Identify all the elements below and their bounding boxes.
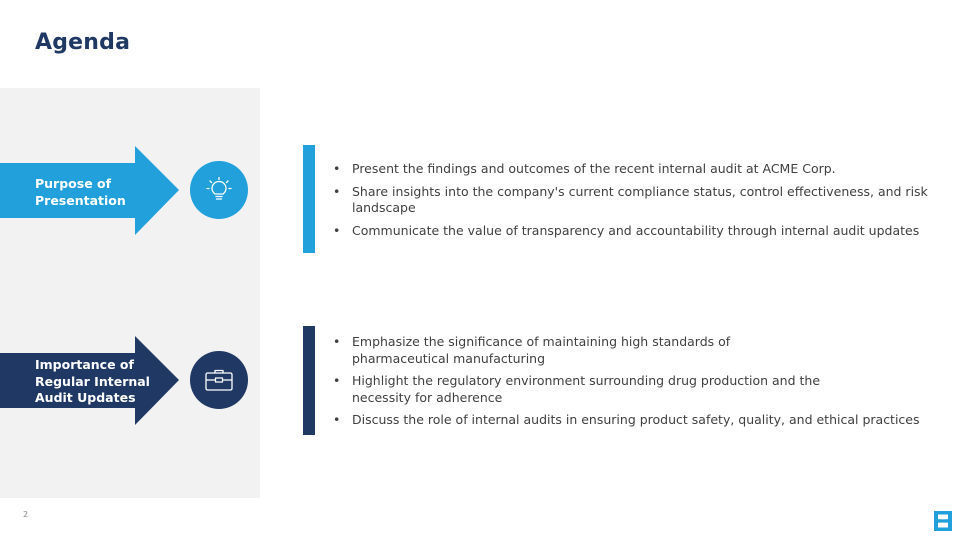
purpose-accent-bar xyxy=(303,145,315,253)
briefcase-icon xyxy=(203,364,235,396)
importance-bullet-list xyxy=(333,334,933,435)
importance-of-audit-updates-label: Importance of Regular Internal Audit Updates xyxy=(35,357,150,405)
list-item: • Communicate the value of transparency and accountability through internal audit updates xyxy=(333,223,933,240)
list-item: • Highlight the regulatory environment surrounding drug production and the necessity for adherence xyxy=(333,373,832,406)
list-item: • Present the findings and outcomes of the recent internal audit at ACME Corp. xyxy=(333,161,933,178)
lightbulb-icon xyxy=(204,175,234,205)
importance-accent-bar xyxy=(303,326,315,435)
purpose-bullet-list xyxy=(333,161,933,245)
page-number: 2 xyxy=(23,510,29,519)
purpose-icon-circle xyxy=(190,161,248,219)
brand-logo-icon xyxy=(933,510,953,532)
importance-icon-circle xyxy=(190,351,248,409)
list-item: • Discuss the role of internal audits in ensuring product safety, quality, and ethical practices xyxy=(333,412,933,429)
list-item: • Share insights into the company's current compliance status, control effectiveness, and risk landscape xyxy=(333,184,933,217)
slide-title: Agenda xyxy=(35,30,131,55)
purpose-of-presentation-label: Purpose of Presentation xyxy=(35,176,126,208)
list-item: • Emphasize the significance of maintaining high standards of pharmaceutical manufacturing xyxy=(333,334,732,367)
